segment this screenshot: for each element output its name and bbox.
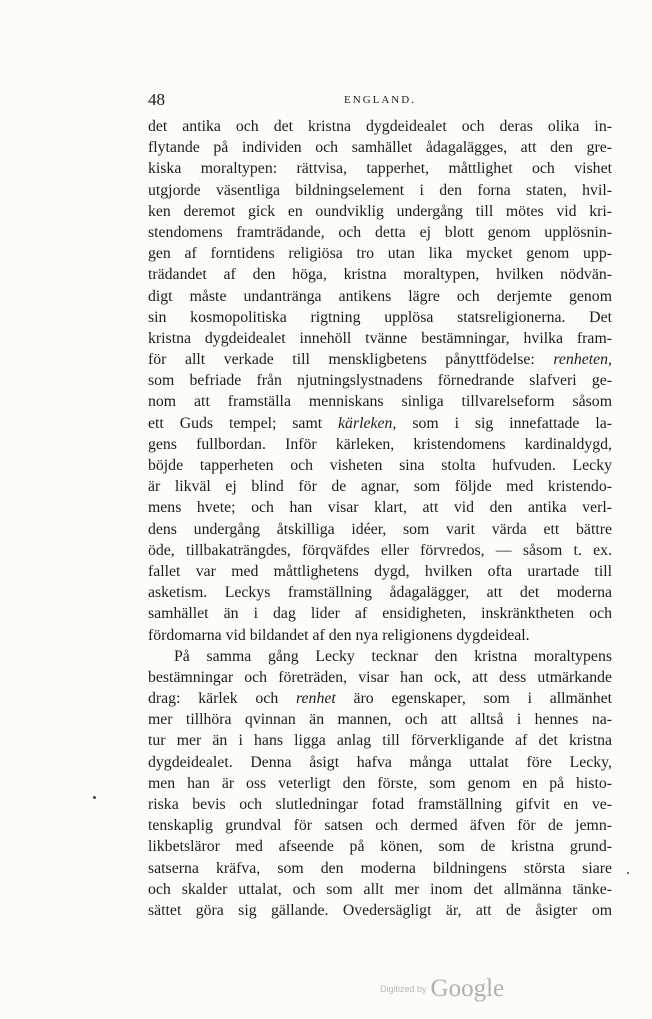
page-number: 48 — [148, 90, 165, 109]
text-line: fallet var med måttlighetens dygd, hvilken ofta urartade till — [148, 562, 612, 580]
text-line: är likväl ej blind för de agnar, som följde med kristendo- — [148, 478, 612, 496]
text-line: kiska moraltypen: rättvisa, tapperhet, måttlighet och vishet — [148, 160, 612, 178]
text-line: tur mer än i hans ligga anlag till förverkligande af det kristna — [148, 732, 612, 750]
text-line: men han är oss veterligt den förste, som genom en på histo- — [148, 774, 612, 792]
running-title: ENGLAND. — [344, 94, 416, 106]
text-line: sin kosmopolitiska rigtning upplösa statsreligionerna. Det — [148, 308, 612, 326]
emphasized-word: kärleken, — [338, 414, 397, 432]
text-line: sättet göra sig gällande. Ovedersägligt är, att de åsigter om — [148, 901, 612, 919]
text-line: dygdeidealet. Denna åsigt hafva många uttalat före Lecky, — [148, 753, 612, 771]
text-line: gens fullbordan. Inför kärleken, kristendomens kardinaldygd, — [148, 435, 612, 453]
text-line: samhället än i dag lider af ensidigheten, inskränktheten och — [148, 605, 612, 623]
text-line: för allt verkade till menskligbetens pånyttfödelse: renheten, — [148, 351, 612, 369]
text-line: ett Guds tempel; samt kärleken, som i sig innefattade la- — [148, 414, 612, 432]
body-text — [148, 116, 612, 921]
text-line: det antika och det kristna dygdeidealet och deras olika in- — [148, 118, 612, 135]
page-header — [148, 90, 612, 112]
text-line: och skalder uttalat, och som allt mer inom det allmänna tänke- — [148, 880, 612, 898]
text-line: trädandet af den höga, kristna moraltypen, hvilken nödvän- — [148, 266, 612, 284]
text-line: mens hvete; och han visar klart, att vid den antika verl- — [148, 499, 612, 517]
text-line: asketism. Leckys framställning ådagalägger, att det moderna — [148, 584, 612, 602]
text-line: utgjorde väsentliga bildningselement i den forna staten, hvil- — [148, 181, 612, 199]
scan-speck — [93, 796, 96, 799]
digitized-by-label: Digitized by — [380, 984, 427, 994]
text-line: digt måste undantränga antikens lägre och derjemte genom — [148, 287, 612, 305]
text-line: flytande på individen och samhället ådagalägges, att den gre- — [148, 139, 612, 157]
emphasized-word: renheten, — [553, 351, 612, 369]
text-line: mer tillhöra qvinnan än mannen, och att alltså i hennes na- — [148, 711, 612, 729]
text-line: fördomarna vid bildandet af den nya religionens dygdeideal. — [148, 626, 530, 644]
emphasized-word: renhet — [295, 690, 336, 708]
text-line: likbetsläror med afseende på könen, som de kristna grund- — [148, 838, 612, 856]
text-line: På samma gång Lecky tecknar den kristna moraltypens — [174, 647, 612, 665]
text-line: satserna kräfva, som den moderna bildningens största siare — [148, 859, 612, 877]
text-line: drag: kärlek och renhet äro egenskaper, som i allmänhet — [148, 690, 612, 708]
text-line: gen af forntidens religiösa tro utan lika mycket genom upp- — [148, 245, 612, 263]
text-line: kristna dygdeidealet innehöll tvänne bestämningar, hvilka fram- — [148, 329, 612, 347]
text-line: ken deremot gick en oundviklig undergång till mötes vid kri- — [148, 202, 612, 220]
text-line: som befriade från njutningslystnadens förnedrande slafveri ge- — [148, 372, 612, 390]
text-line: tenskaplig grundval för satsen och dermed äfven för de jemn- — [148, 817, 612, 835]
text-line: böjde tapperheten och visheten sina stolta hufvuden. Lecky — [148, 457, 612, 474]
text-line: öde, tillbakaträngdes, förqväfdes eller förvredos, — såsom t. ex. — [148, 541, 612, 559]
scan-speck — [627, 872, 629, 874]
text-line: dens undergång åtskilliga idéer, som varit värda ett bättre — [148, 520, 612, 538]
digitization-watermark — [380, 975, 504, 1005]
google-logo: Google — [430, 975, 505, 1002]
text-line: nom att framställa menniskans sinliga tillvarelseform såsom — [148, 393, 612, 411]
text-line: bestämningar och företräden, visar han ock, att dess utmärkande — [148, 668, 612, 686]
text-line: stendomens framträdande, och detta ej blott genom upplösnin- — [148, 223, 612, 241]
text-line: riska bevis och slutledningar fotad framställning gifvit en ve- — [148, 796, 612, 813]
